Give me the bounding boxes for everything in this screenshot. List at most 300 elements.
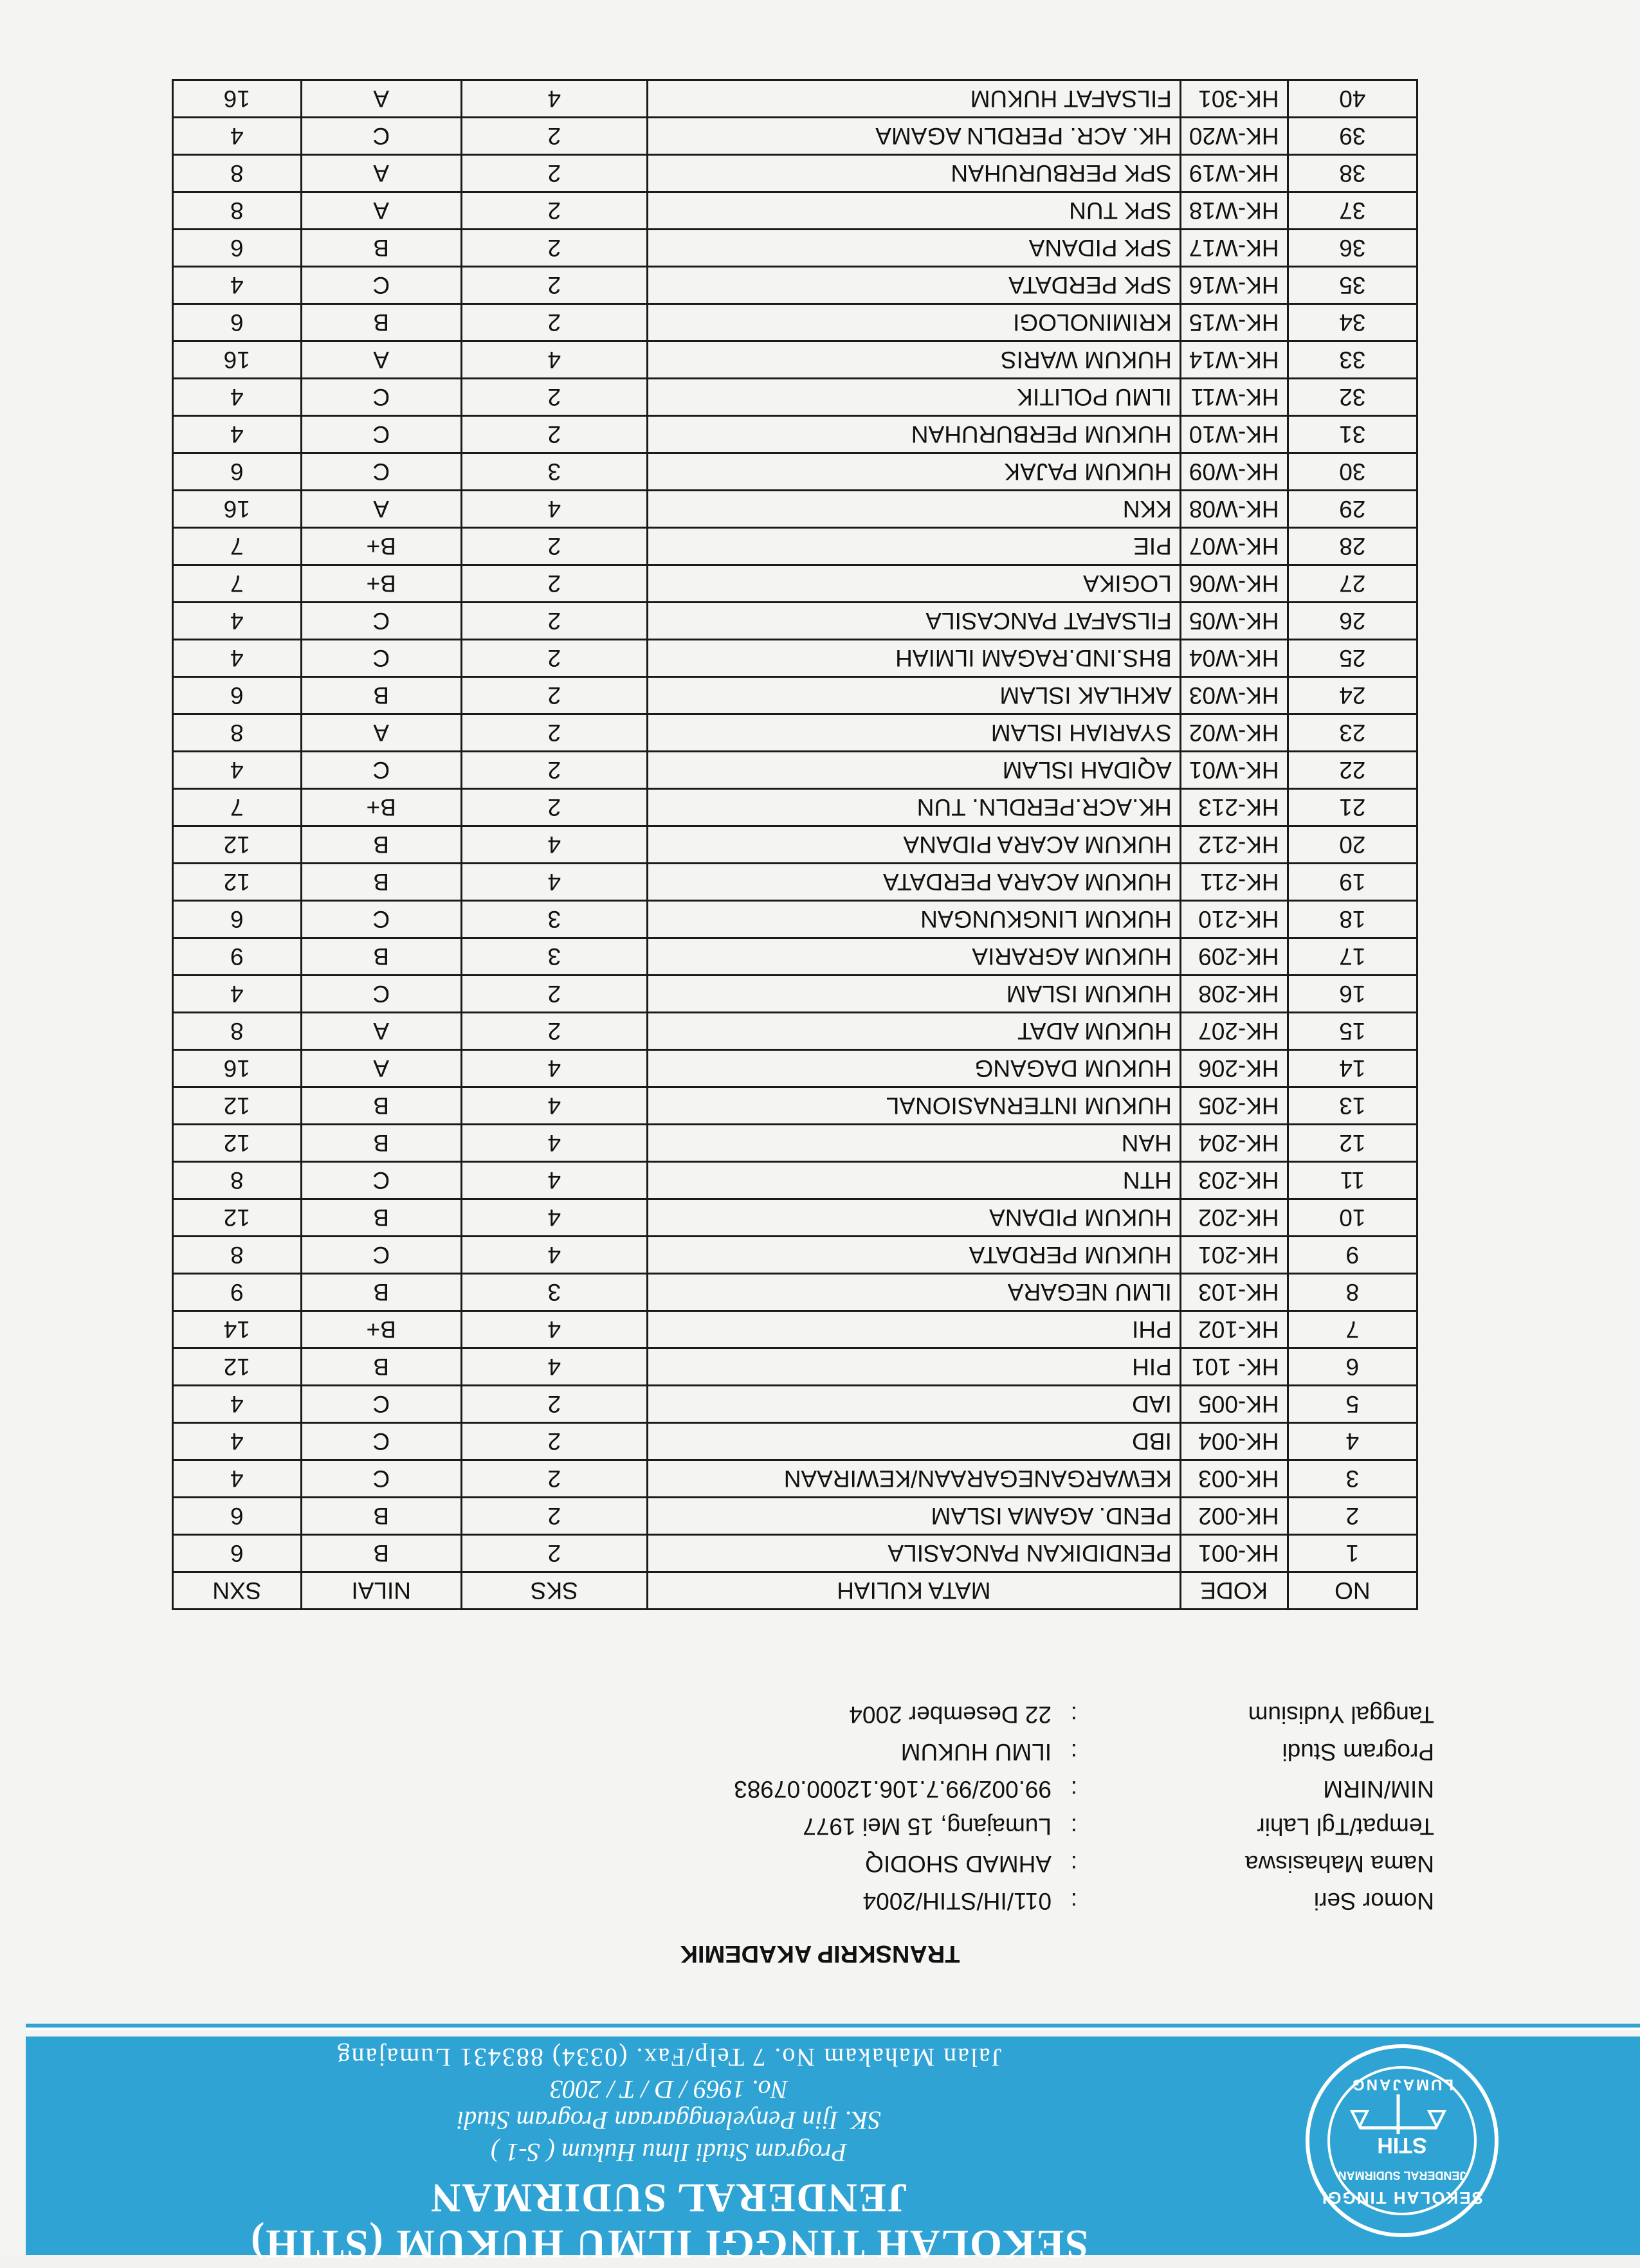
table-row — [173, 528, 1417, 565]
institution-name-line2: JENDERAL SUDIRMAN — [430, 2175, 908, 2221]
header-sks: SKS — [461, 1572, 647, 1610]
info-row-nim — [148, 1770, 1434, 1808]
cell-mata-kuliah: IBD — [647, 1423, 1180, 1460]
cell-no: 39 — [1288, 118, 1417, 155]
cell-sks: 2 — [461, 118, 647, 155]
cell-sxn: 6 — [173, 901, 302, 938]
cell-nilai: A — [301, 1050, 461, 1087]
cell-sks: 2 — [461, 192, 647, 230]
cell-sxn: 12 — [173, 826, 302, 864]
cell-sks: 2 — [461, 528, 647, 565]
cell-nilai: B — [301, 864, 461, 901]
cell-kode: HK-102 — [1180, 1311, 1288, 1348]
cell-sxn: 4 — [173, 975, 302, 1013]
cell-kode: HK-301 — [1180, 80, 1288, 118]
cell-nilai: B — [301, 826, 461, 864]
cell-sxn: 16 — [173, 1050, 302, 1087]
cell-kode: HK-W09 — [1180, 453, 1288, 491]
cell-kode: HK-W10 — [1180, 416, 1288, 453]
cell-mata-kuliah: FILSAFAT HUKUM — [647, 80, 1180, 118]
cell-kode: HK-208 — [1180, 975, 1288, 1013]
cell-nilai: C — [301, 267, 461, 304]
cell-sks: 3 — [461, 901, 647, 938]
cell-mata-kuliah: HUKUM ACARA PIDANA — [647, 826, 1180, 864]
cell-sxn: 6 — [173, 677, 302, 714]
cell-kode: HK-202 — [1180, 1199, 1288, 1237]
header-kode: KODE — [1180, 1572, 1288, 1610]
cell-no: 25 — [1288, 640, 1417, 677]
cell-no: 4 — [1288, 1423, 1417, 1460]
cell-no: 2 — [1288, 1498, 1417, 1535]
cell-nilai: B — [301, 1199, 461, 1237]
table-row — [173, 1237, 1417, 1274]
table-row — [173, 1535, 1417, 1572]
cell-kode: HK-207 — [1180, 1013, 1288, 1050]
header-sxn: SXN — [173, 1572, 302, 1610]
info-label: Tempat/Tgl Lahir — [1257, 1813, 1434, 1840]
cell-kode: HK-W18 — [1180, 192, 1288, 230]
cell-no: 22 — [1288, 752, 1417, 789]
cell-mata-kuliah: HK.ACR.PERDLN. TUN — [647, 789, 1180, 826]
table-row — [173, 640, 1417, 677]
cell-no: 13 — [1288, 1087, 1417, 1125]
table-row — [173, 1162, 1417, 1199]
cell-sxn: 12 — [173, 1199, 302, 1237]
table-row — [173, 1013, 1417, 1050]
logo-top-text: SEKOLAH TINGGI — [1321, 2188, 1483, 2208]
cell-kode: HK-001 — [1180, 1535, 1288, 1572]
table-row — [173, 118, 1417, 155]
table-row — [173, 565, 1417, 603]
cell-sxn: 8 — [173, 155, 302, 192]
cell-no: 28 — [1288, 528, 1417, 565]
info-row-serial — [148, 1882, 1434, 1919]
cell-no: 30 — [1288, 453, 1417, 491]
info-row-name — [148, 1845, 1434, 1882]
scales-emblem-icon — [1347, 2092, 1450, 2137]
cell-nilai: C — [301, 603, 461, 640]
info-value: 011/IH/STIH/2004 — [862, 1888, 1052, 1914]
table-row — [173, 416, 1417, 453]
cell-sks: 2 — [461, 379, 647, 416]
info-label: Tanggal Yudisium — [1248, 1701, 1434, 1728]
cell-sks: 2 — [461, 267, 647, 304]
cell-kode: HK-W06 — [1180, 565, 1288, 603]
info-row-program — [148, 1733, 1434, 1770]
cell-kode: HK- 101 — [1180, 1348, 1288, 1386]
cell-no: 8 — [1288, 1274, 1417, 1311]
cell-no: 1 — [1288, 1535, 1417, 1572]
cell-nilai: A — [301, 1013, 461, 1050]
cell-sxn: 4 — [173, 267, 302, 304]
cell-nilai: B — [301, 304, 461, 341]
permit-number-line: No. 1969 / D / T / 2003 — [549, 2075, 788, 2104]
cell-sxn: 4 — [173, 752, 302, 789]
table-row — [173, 677, 1417, 714]
cell-nilai: B — [301, 938, 461, 975]
table-header-row — [173, 1572, 1417, 1610]
info-colon: : — [1070, 1776, 1077, 1802]
cell-mata-kuliah: SPK PIDANA — [647, 230, 1180, 267]
info-colon: : — [1070, 1888, 1077, 1914]
cell-mata-kuliah: HAN — [647, 1125, 1180, 1162]
cell-kode: HK-W04 — [1180, 640, 1288, 677]
info-row-birth — [148, 1808, 1434, 1845]
cell-sxn: 4 — [173, 640, 302, 677]
cell-kode: HK-W05 — [1180, 603, 1288, 640]
cell-sxn: 12 — [173, 864, 302, 901]
cell-kode: HK-W11 — [1180, 379, 1288, 416]
cell-sxn: 6 — [173, 230, 302, 267]
table-row — [173, 1311, 1417, 1348]
cell-kode: HK-212 — [1180, 826, 1288, 864]
cell-sks: 4 — [461, 864, 647, 901]
cell-no: 21 — [1288, 789, 1417, 826]
table-row — [173, 267, 1417, 304]
table-body — [173, 80, 1417, 1572]
cell-sks: 2 — [461, 640, 647, 677]
cell-sks: 4 — [461, 491, 647, 528]
cell-mata-kuliah: PENDIDIKAN PANCASILA — [647, 1535, 1180, 1572]
cell-no: 19 — [1288, 864, 1417, 901]
table-row — [173, 864, 1417, 901]
cell-sks: 2 — [461, 230, 647, 267]
cell-sks: 2 — [461, 155, 647, 192]
cell-sks: 4 — [461, 1050, 647, 1087]
cell-kode: HK-213 — [1180, 789, 1288, 826]
cell-sks: 4 — [461, 1199, 647, 1237]
cell-mata-kuliah: ILMU POLITIK — [647, 379, 1180, 416]
header-mata-kuliah: MATA KULIAH — [647, 1572, 1180, 1610]
table-row — [173, 341, 1417, 379]
cell-sxn: 9 — [173, 938, 302, 975]
cell-no: 24 — [1288, 677, 1417, 714]
cell-sxn: 8 — [173, 1237, 302, 1274]
cell-nilai: C — [301, 1237, 461, 1274]
cell-kode: HK-W17 — [1180, 230, 1288, 267]
cell-kode: HK-210 — [1180, 901, 1288, 938]
cell-kode: HK-W15 — [1180, 304, 1288, 341]
table-row — [173, 1460, 1417, 1498]
cell-mata-kuliah: FILSAFAT PANCASILA — [647, 603, 1180, 640]
info-value: 22 Desember 2004 — [849, 1701, 1052, 1728]
cell-nilai: B — [301, 1087, 461, 1125]
cell-sks: 2 — [461, 975, 647, 1013]
cell-sks: 4 — [461, 1237, 647, 1274]
document-title: TRANSKRIP AKADEMIK — [680, 1940, 960, 1967]
cell-sks: 2 — [461, 714, 647, 752]
table-row — [173, 155, 1417, 192]
cell-sxn: 4 — [173, 603, 302, 640]
cell-no: 5 — [1288, 1386, 1417, 1423]
cell-nilai: C — [301, 1162, 461, 1199]
cell-no: 27 — [1288, 565, 1417, 603]
cell-sxn: 4 — [173, 1460, 302, 1498]
cell-nilai: C — [301, 1460, 461, 1498]
table-row — [173, 304, 1417, 341]
table-row — [173, 1087, 1417, 1125]
table-row — [173, 714, 1417, 752]
cell-sxn: 8 — [173, 192, 302, 230]
cell-sxn: 16 — [173, 341, 302, 379]
cell-nilai: B+ — [301, 565, 461, 603]
permit-line: SK. Ijin Penyelenggaraan Program Studi — [457, 2106, 881, 2135]
cell-no: 10 — [1288, 1199, 1417, 1237]
cell-no: 16 — [1288, 975, 1417, 1013]
cell-sks: 4 — [461, 1311, 647, 1348]
cell-sks: 4 — [461, 1162, 647, 1199]
cell-mata-kuliah: BHS.IND.RAGAM ILMIAH — [647, 640, 1180, 677]
cell-mata-kuliah: SYARIAH ISLAM — [647, 714, 1180, 752]
cell-nilai: C — [301, 975, 461, 1013]
table-row — [173, 230, 1417, 267]
cell-nilai: B — [301, 1125, 461, 1162]
cell-sks: 2 — [461, 1535, 647, 1572]
cell-no: 12 — [1288, 1125, 1417, 1162]
institution-logo — [1306, 2044, 1499, 2237]
cell-sxn: 4 — [173, 118, 302, 155]
table-row — [173, 1386, 1417, 1423]
cell-kode: HK-204 — [1180, 1125, 1288, 1162]
table-row — [173, 1274, 1417, 1311]
cell-kode: HK-103 — [1180, 1274, 1288, 1311]
cell-kode: HK-205 — [1180, 1087, 1288, 1125]
cell-sxn: 6 — [173, 304, 302, 341]
cell-nilai: B — [301, 1274, 461, 1311]
cell-no: 11 — [1288, 1162, 1417, 1199]
cell-mata-kuliah: HUKUM PAJAK — [647, 453, 1180, 491]
cell-kode: HK-206 — [1180, 1050, 1288, 1087]
cell-no: 26 — [1288, 603, 1417, 640]
cell-nilai: B+ — [301, 528, 461, 565]
cell-nilai: A — [301, 341, 461, 379]
table-row — [173, 80, 1417, 118]
cell-kode: HK-W20 — [1180, 118, 1288, 155]
cell-sxn: 6 — [173, 1535, 302, 1572]
cell-kode: HK-201 — [1180, 1237, 1288, 1274]
cell-mata-kuliah: KEWARGANEGARAAN/KEWIRAAN — [647, 1460, 1180, 1498]
cell-sks: 2 — [461, 789, 647, 826]
cell-kode: HK-W02 — [1180, 714, 1288, 752]
cell-sxn: 6 — [173, 453, 302, 491]
cell-nilai: B — [301, 1535, 461, 1572]
cell-no: 18 — [1288, 901, 1417, 938]
cell-kode: HK-W19 — [1180, 155, 1288, 192]
cell-no: 6 — [1288, 1348, 1417, 1386]
cell-nilai: C — [301, 640, 461, 677]
cell-kode: HK-211 — [1180, 864, 1288, 901]
cell-sxn: 7 — [173, 528, 302, 565]
cell-sxn: 6 — [173, 1498, 302, 1535]
cell-sxn: 4 — [173, 416, 302, 453]
cell-nilai: B — [301, 677, 461, 714]
info-colon: : — [1070, 1851, 1077, 1877]
cell-no: 9 — [1288, 1237, 1417, 1274]
cell-mata-kuliah: SPK TUN — [647, 192, 1180, 230]
cell-kode: HK-209 — [1180, 938, 1288, 975]
cell-sxn: 7 — [173, 565, 302, 603]
cell-no: 33 — [1288, 341, 1417, 379]
info-value: Lumajang, 15 Mei 1977 — [803, 1813, 1052, 1840]
cell-sks: 2 — [461, 752, 647, 789]
table-row — [173, 1423, 1417, 1460]
cell-no: 35 — [1288, 267, 1417, 304]
table-row — [173, 453, 1417, 491]
info-row-yudisium — [148, 1696, 1434, 1733]
cell-no: 40 — [1288, 80, 1417, 118]
cell-sks: 2 — [461, 304, 647, 341]
header-nilai: NILAI — [301, 1572, 461, 1610]
cell-mata-kuliah: ILMU NEGARA — [647, 1274, 1180, 1311]
cell-mata-kuliah: HUKUM LINGKUNGAN — [647, 901, 1180, 938]
cell-kode: HK-004 — [1180, 1423, 1288, 1460]
grades-table — [172, 79, 1418, 1610]
cell-nilai: C — [301, 752, 461, 789]
cell-mata-kuliah: HUKUM ISLAM — [647, 975, 1180, 1013]
cell-no: 14 — [1288, 1050, 1417, 1087]
cell-mata-kuliah: KRIMINOLOGI — [647, 304, 1180, 341]
cell-no: 20 — [1288, 826, 1417, 864]
table-row — [173, 1498, 1417, 1535]
cell-sks: 2 — [461, 1498, 647, 1535]
cell-kode: HK-203 — [1180, 1162, 1288, 1199]
table-row — [173, 379, 1417, 416]
cell-sks: 4 — [461, 80, 647, 118]
cell-kode: HK-005 — [1180, 1386, 1288, 1423]
cell-kode: HK-W01 — [1180, 752, 1288, 789]
cell-kode: HK-002 — [1180, 1498, 1288, 1535]
cell-no: 7 — [1288, 1311, 1417, 1348]
cell-sks: 2 — [461, 416, 647, 453]
cell-no: 32 — [1288, 379, 1417, 416]
cell-sks: 3 — [461, 453, 647, 491]
cell-nilai: B+ — [301, 789, 461, 826]
cell-sks: 2 — [461, 1386, 647, 1423]
cell-mata-kuliah: SPK PERDATA — [647, 267, 1180, 304]
cell-no: 37 — [1288, 192, 1417, 230]
info-value: ILMU HUKUM — [900, 1739, 1052, 1765]
cell-nilai: B+ — [301, 1311, 461, 1348]
cell-no: 17 — [1288, 938, 1417, 975]
cell-mata-kuliah: HUKUM DAGANG — [647, 1050, 1180, 1087]
cell-sxn: 12 — [173, 1125, 302, 1162]
cell-kode: HK-W08 — [1180, 491, 1288, 528]
table-row — [173, 938, 1417, 975]
cell-nilai: B — [301, 230, 461, 267]
cell-nilai: B — [301, 1498, 461, 1535]
cell-sxn: 7 — [173, 789, 302, 826]
cell-sxn: 4 — [173, 1386, 302, 1423]
table-row — [173, 1125, 1417, 1162]
cell-no: 34 — [1288, 304, 1417, 341]
cell-mata-kuliah: HUKUM ACARA PERDATA — [647, 864, 1180, 901]
institution-name-line1: SEKOLAH TINGGI ILMU HUKUM (STIH) — [250, 2222, 1088, 2267]
table-row — [173, 975, 1417, 1013]
info-label: Nama Mahasiswa — [1244, 1851, 1434, 1877]
cell-nilai: C — [301, 379, 461, 416]
cell-sks: 3 — [461, 938, 647, 975]
cell-no: 38 — [1288, 155, 1417, 192]
cell-sks: 2 — [461, 603, 647, 640]
cell-kode: HK-W14 — [1180, 341, 1288, 379]
logo-bottom-text: LUMAJANG — [1351, 2076, 1453, 2093]
cell-nilai: A — [301, 80, 461, 118]
cell-mata-kuliah: HUKUM WARIS — [647, 341, 1180, 379]
cell-mata-kuliah: AKHLAK ISLAM — [647, 677, 1180, 714]
cell-mata-kuliah: HUKUM INTERNASIONAL — [647, 1087, 1180, 1125]
cell-mata-kuliah: HUKUM PERBURUHAN — [647, 416, 1180, 453]
cell-nilai: B — [301, 1348, 461, 1386]
cell-sks: 2 — [461, 1423, 647, 1460]
table-row — [173, 789, 1417, 826]
info-label: NIM/NIRM — [1323, 1776, 1434, 1802]
cell-nilai: A — [301, 491, 461, 528]
cell-nilai: C — [301, 901, 461, 938]
cell-mata-kuliah: IAD — [647, 1386, 1180, 1423]
cell-mata-kuliah: HTN — [647, 1162, 1180, 1199]
logo-center-text: STIH — [1377, 2133, 1427, 2157]
cell-sks: 2 — [461, 1013, 647, 1050]
cell-sks: 2 — [461, 565, 647, 603]
cell-no: 31 — [1288, 416, 1417, 453]
student-info — [148, 1696, 1434, 1919]
cell-mata-kuliah: PHI — [647, 1311, 1180, 1348]
cell-sxn: 8 — [173, 714, 302, 752]
table-row — [173, 1348, 1417, 1386]
cell-sxn: 4 — [173, 1423, 302, 1460]
cell-sxn: 9 — [173, 1274, 302, 1311]
cell-no: 29 — [1288, 491, 1417, 528]
program-line: Program Studi Ilmu Hukum ( S-1 ) — [491, 2138, 848, 2167]
info-colon: : — [1070, 1701, 1077, 1728]
header-no: NO — [1288, 1572, 1417, 1610]
cell-sxn: 14 — [173, 1311, 302, 1348]
cell-no: 15 — [1288, 1013, 1417, 1050]
cell-sks: 4 — [461, 341, 647, 379]
cell-no: 36 — [1288, 230, 1417, 267]
cell-nilai: C — [301, 1386, 461, 1423]
cell-sks: 3 — [461, 1274, 647, 1311]
cell-mata-kuliah: AQIDAH ISLAM — [647, 752, 1180, 789]
cell-sks: 2 — [461, 1460, 647, 1498]
cell-sxn: 16 — [173, 80, 302, 118]
cell-mata-kuliah: HUKUM PIDANA — [647, 1199, 1180, 1237]
cell-kode: HK-W03 — [1180, 677, 1288, 714]
cell-sks: 4 — [461, 826, 647, 864]
info-label: Program Studi — [1282, 1739, 1434, 1765]
letterhead-rule-2 — [26, 2024, 1640, 2028]
cell-mata-kuliah: HUKUM ADAT — [647, 1013, 1180, 1050]
logo-sub-text: JENDERAL SUDIRMAN — [1338, 2169, 1466, 2182]
cell-sks: 4 — [461, 1087, 647, 1125]
cell-nilai: A — [301, 714, 461, 752]
cell-mata-kuliah: HUKUM AGRARIA — [647, 938, 1180, 975]
cell-mata-kuliah: PEND. AGAMA ISLAM — [647, 1498, 1180, 1535]
cell-sks: 4 — [461, 1348, 647, 1386]
cell-mata-kuliah: HK. ACR. PERDLN AGAMA — [647, 118, 1180, 155]
table-row — [173, 1199, 1417, 1237]
cell-mata-kuliah: PIE — [647, 528, 1180, 565]
info-colon: : — [1070, 1739, 1077, 1765]
cell-sxn: 12 — [173, 1348, 302, 1386]
info-value: 99.002/99.7.106.12000.07983 — [734, 1776, 1052, 1802]
table-row — [173, 1050, 1417, 1087]
cell-nilai: A — [301, 192, 461, 230]
cell-nilai: A — [301, 155, 461, 192]
table-row — [173, 603, 1417, 640]
cell-kode: HK-W07 — [1180, 528, 1288, 565]
table-row — [173, 826, 1417, 864]
